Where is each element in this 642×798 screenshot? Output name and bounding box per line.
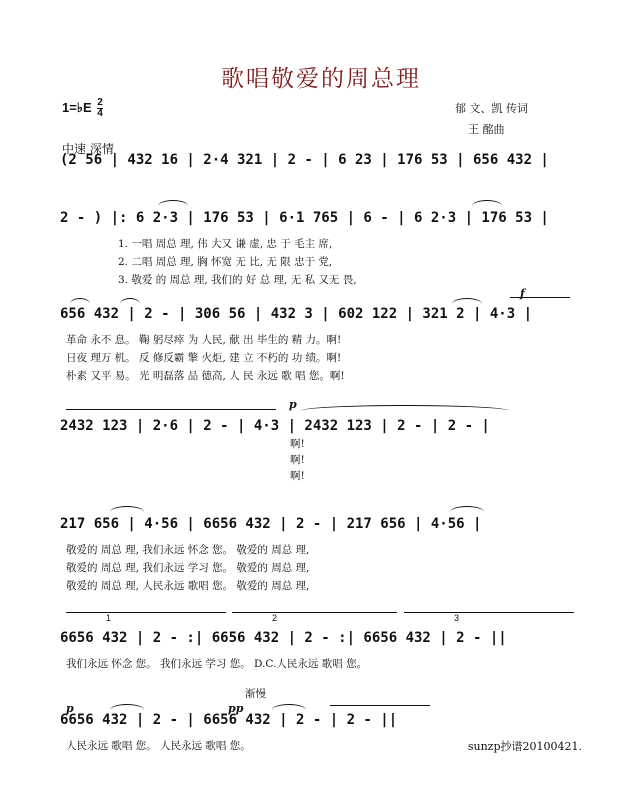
slur — [300, 405, 510, 411]
verse-2-line-4: 敬爱的 周总 理, 我们永远 学习 您。 敬爱的 周总 理, — [66, 562, 310, 574]
music-row-5: 217 656 | 4·56 | 6656 432 | 2 - | 217 656 | 4·56 | — [60, 516, 482, 532]
verse-2-line-1: 2. 二唱 周总 理, 胸 怀宽 无 比, 无 限 忠于 党, — [118, 256, 333, 268]
volta-bracket-1 — [66, 612, 226, 623]
pianissimo-marking: pp — [228, 702, 244, 715]
volta-label-3: 3 — [454, 613, 460, 623]
transcriber-signature: sunzp抄谱20100421. — [467, 740, 582, 753]
time-signature — [97, 98, 103, 119]
time-top: 2 — [97, 97, 103, 108]
music-row-3: 656 432 | 2 - | 306 56 | 432 3 | 602 122 | 321 2 | 4·3 | — [60, 306, 533, 322]
verse-3-line-4: 敬爱的 周总 理, 人民永远 歌唱 您。 敬爱的 周总 理, — [66, 580, 310, 592]
tie-line — [66, 409, 276, 410]
ah-line-1: 啊! — [290, 438, 305, 450]
composer-credit: 王 酩曲 — [468, 123, 505, 136]
verse-2-line-2: 日夜 理万 机。 反 修反霸 擎 火炬, 建 立 不朽的 功 绩。啊! — [66, 352, 342, 364]
music-row-1: (2 56 | 432 16 | 2·4 321 | 2 - | 6 23 | 176 53 | 656 432 | — [60, 152, 549, 168]
tie-line — [510, 297, 570, 298]
verse-1-line-4: 敬爱的 周总 理, 我们永远 怀念 您。 敬爱的 周总 理, — [66, 544, 310, 556]
music-row-7: 6656 432 | 2 - | 6656 432 | 2 - | 2 - || — [60, 712, 398, 728]
volta-label-1: 1 — [106, 613, 112, 623]
volta-bracket-2 — [232, 612, 397, 623]
tie-line — [330, 705, 430, 706]
key-signature — [62, 98, 103, 119]
slur — [110, 506, 144, 512]
slur — [272, 704, 306, 710]
slur — [472, 200, 502, 206]
verse-3-line-2: 朴素 又平 易。 光 明磊落 品 德高, 人 民 永远 歌 唱 您。啊! — [66, 370, 345, 382]
key-name: ♭E — [76, 99, 92, 115]
slur — [120, 298, 140, 304]
slur — [452, 298, 482, 304]
slur — [450, 506, 484, 512]
song-title: 歌唱敬爱的周总理 — [221, 66, 421, 92]
music-row-4: 2432 123 | 2·6 | 2 - | 4·3 | 2432 123 | 2 - | 2 - | — [60, 418, 490, 434]
time-bottom: 4 — [97, 108, 103, 119]
volta-label-2: 2 — [272, 613, 278, 623]
final-lyrics: 人民永远 歌唱 您。 人民永远 歌唱 您。 — [66, 740, 251, 752]
verse-1-line-1: 1. 一唱 周总 理, 伟 大又 谦 虚, 忠 于 毛主 席, — [118, 238, 333, 250]
piano-marking-final: p — [66, 702, 74, 715]
forte-marking: f — [520, 287, 525, 300]
ah-line-3: 啊! — [290, 470, 305, 482]
verse-1-line-2: 革命 永不 息。 鞠 躬尽瘁 为 人民, 献 出 毕生的 精 力。啊! — [66, 334, 342, 346]
key-prefix: 1= — [62, 99, 77, 115]
volta-bracket-3 — [404, 612, 574, 623]
lyricist-credit: 郁 文、凯 传词 — [455, 102, 528, 115]
endings-lyrics: 我们永远 怀念 您。 我们永远 学习 您。 D.C.人民永远 歌唱 您。 — [66, 658, 368, 670]
verse-3-line-1: 3. 敬爱 的 周总 理, 我们的 好 总 理, 无 私 又无 畏, — [118, 274, 357, 286]
slowing-marking: 渐慢 — [245, 688, 266, 700]
music-row-6: 6656 432 | 2 - :| 6656 432 | 2 - :| 6656 432 | 2 - || — [60, 630, 507, 646]
piano-marking: p — [289, 398, 297, 411]
slur — [110, 704, 144, 710]
ah-line-2: 啊! — [290, 454, 305, 466]
slur — [158, 200, 188, 206]
music-row-2: 2 - ) |: 6 2·3 | 176 53 | 6·1 765 | 6 - | 6 2·3 | 176 53 | — [60, 210, 549, 226]
tempo-marking: 中速 深情 — [62, 142, 114, 156]
slur — [70, 298, 90, 304]
